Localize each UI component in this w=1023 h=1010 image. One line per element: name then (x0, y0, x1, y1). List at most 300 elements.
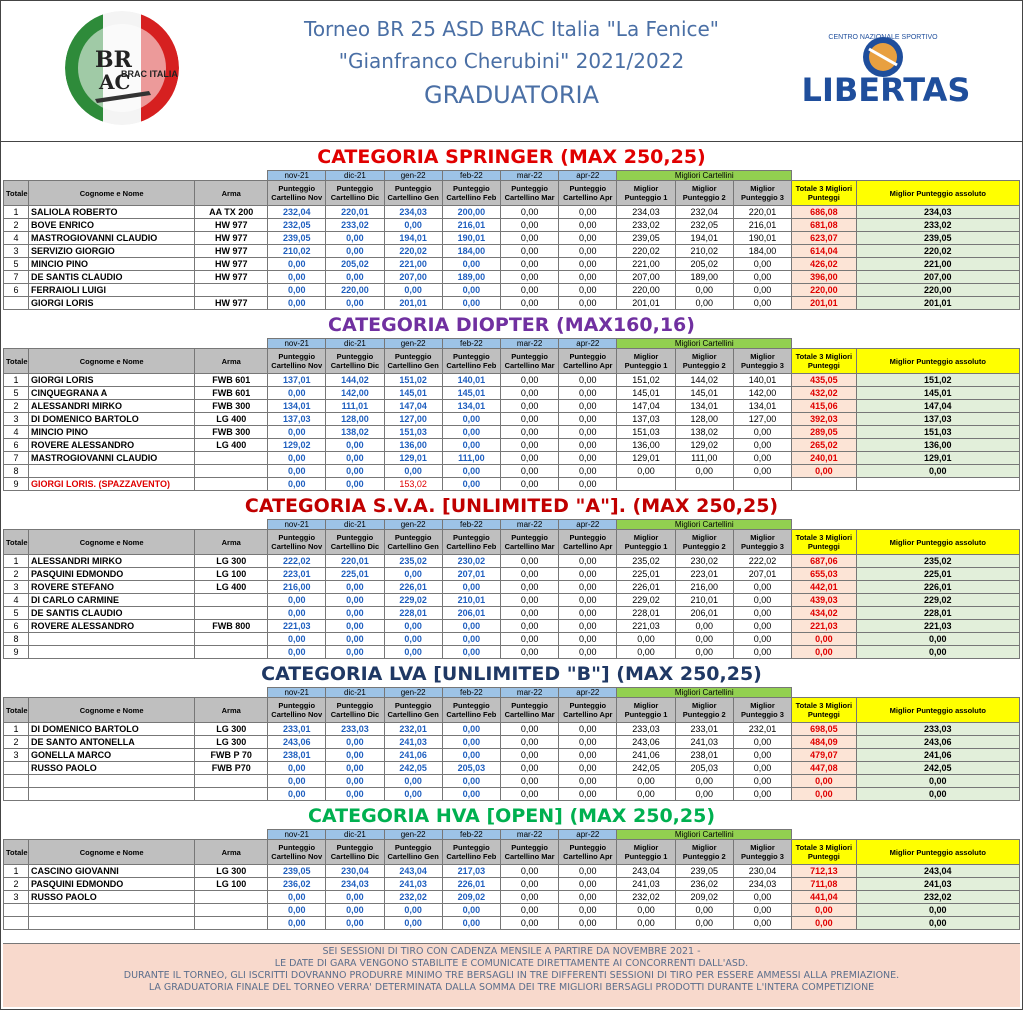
monthly-score-cell: 111,00 (442, 452, 500, 465)
rank-cell (4, 762, 29, 775)
monthly-score-cell: 216,01 (442, 219, 500, 232)
best-absolute-cell: 242,05 (856, 762, 1019, 775)
best-score-cell: 210,02 (675, 245, 733, 258)
weapon-cell: FWB 800 (195, 620, 268, 633)
rank-cell: 3 (4, 749, 29, 762)
table-row (4, 232, 1020, 245)
best-score-cell: 145,01 (617, 387, 675, 400)
best-score-cell: 0,00 (675, 633, 733, 646)
month-cell: nov-21 (268, 830, 326, 840)
rank-cell: 3 (4, 581, 29, 594)
monthly-score-cell: 0,00 (559, 374, 617, 387)
rank-cell (4, 904, 29, 917)
shooter-name-cell: DE SANTIS CLAUDIO (28, 271, 194, 284)
monthly-score-cell: 0,00 (442, 478, 500, 491)
column-header: Miglior Punteggio 2 (675, 530, 733, 555)
best-absolute-cell: 239,05 (856, 232, 1019, 245)
month-row (4, 339, 1020, 349)
best-absolute-cell: 225,01 (856, 568, 1019, 581)
monthly-score-cell: 0,00 (500, 555, 558, 568)
monthly-score-cell: 0,00 (442, 465, 500, 478)
rank-cell: 2 (4, 878, 29, 891)
total-best3-cell: 0,00 (792, 646, 856, 659)
monthly-score-cell: 0,00 (559, 865, 617, 878)
best-score-cell: 0,00 (675, 775, 733, 788)
best-score-cell: 0,00 (617, 788, 675, 801)
best-cards-header: Migliori Cartellini (617, 171, 792, 181)
weapon-cell: HW 977 (195, 245, 268, 258)
column-header: Punteggio Cartellino Apr (559, 698, 617, 723)
rank-cell: 4 (4, 426, 29, 439)
monthly-score-cell: 0,00 (559, 788, 617, 801)
best-score-cell: 235,02 (617, 555, 675, 568)
weapon-cell (195, 465, 268, 478)
monthly-score-cell: 138,02 (326, 426, 384, 439)
shooter-name-cell: DI DOMENICO BARTOLO (28, 723, 194, 736)
column-header-row (4, 840, 1020, 865)
monthly-score-cell: 0,00 (326, 465, 384, 478)
section-title-lva: CATEGORIA LVA [UNLIMITED "B"] (MAX 250,25) (261, 663, 762, 685)
table-row (4, 646, 1020, 659)
monthly-score-cell: 0,00 (559, 465, 617, 478)
column-header: Totale (4, 698, 29, 723)
monthly-score-cell: 225,01 (326, 568, 384, 581)
monthly-score-cell: 0,00 (268, 633, 326, 646)
monthly-score-cell: 0,00 (384, 646, 442, 659)
shooter-name-cell: RUSSO PAOLO (28, 891, 194, 904)
best-score-cell: 0,00 (675, 917, 733, 930)
best-score-cell: 228,01 (617, 607, 675, 620)
monthly-score-cell: 0,00 (384, 775, 442, 788)
monthly-score-cell: 0,00 (442, 775, 500, 788)
column-header: Miglior Punteggio 2 (675, 349, 733, 374)
column-header: Punteggio Cartellino Dic (326, 349, 384, 374)
table-row (4, 736, 1020, 749)
shooter-name-cell: SALIOLA ROBERTO (28, 206, 194, 219)
blank-cell (792, 520, 1020, 530)
monthly-score-cell: 0,00 (500, 904, 558, 917)
monthly-score-cell: 0,00 (559, 633, 617, 646)
best-score-cell: 243,06 (617, 736, 675, 749)
table-row (4, 219, 1020, 232)
monthly-score-cell: 236,02 (268, 878, 326, 891)
monthly-score-cell: 0,00 (500, 400, 558, 413)
monthly-score-cell: 0,00 (500, 478, 558, 491)
weapon-cell (195, 788, 268, 801)
monthly-score-cell: 0,00 (559, 426, 617, 439)
monthly-score-cell: 0,00 (442, 723, 500, 736)
rank-cell (4, 788, 29, 801)
total-best3-cell: 0,00 (792, 775, 856, 788)
table-row (4, 568, 1020, 581)
monthly-score-cell: 239,05 (268, 232, 326, 245)
monthly-score-cell: 0,00 (559, 762, 617, 775)
monthly-score-cell: 136,00 (384, 439, 442, 452)
monthly-score-cell: 226,01 (442, 878, 500, 891)
month-cell: apr-22 (559, 688, 617, 698)
table-row (4, 206, 1020, 219)
monthly-score-cell: 0,00 (442, 917, 500, 930)
monthly-score-cell: 0,00 (268, 762, 326, 775)
month-cell: nov-21 (268, 688, 326, 698)
blank-cell (792, 339, 1020, 349)
monthly-score-cell: 0,00 (442, 904, 500, 917)
month-cell: feb-22 (442, 830, 500, 840)
monthly-score-cell: 233,02 (326, 219, 384, 232)
column-header: Miglior Punteggio 1 (617, 181, 675, 206)
best-score-cell: 0,00 (675, 904, 733, 917)
best-score-cell: 0,00 (733, 620, 791, 633)
column-header: Punteggio Cartellino Feb (442, 840, 500, 865)
weapon-cell: LG 100 (195, 568, 268, 581)
column-header: Punteggio Cartellino Mar (500, 181, 558, 206)
table-row (4, 878, 1020, 891)
best-absolute-cell (856, 478, 1019, 491)
monthly-score-cell: 0,00 (326, 646, 384, 659)
best-score-cell: 210,01 (675, 594, 733, 607)
monthly-score-cell: 232,02 (384, 891, 442, 904)
monthly-score-cell: 0,00 (384, 788, 442, 801)
best-score-cell: 147,04 (617, 400, 675, 413)
blank-cell (4, 339, 268, 349)
month-cell: dic-21 (326, 339, 384, 349)
table-row (4, 633, 1020, 646)
footer-line: LE DATE DI GARA VENGONO STABILITE E COMUNICATE DIRETTAMENTE AI CONCORRENTI DALL'ASD. (274, 958, 749, 969)
best-score-cell: 0,00 (675, 297, 733, 310)
blank-cell (792, 830, 1020, 840)
best-absolute-cell: 201,01 (856, 297, 1019, 310)
monthly-score-cell: 0,00 (559, 258, 617, 271)
monthly-score-cell: 0,00 (326, 478, 384, 491)
monthly-score-cell: 205,03 (442, 762, 500, 775)
total-best3-cell: 265,02 (792, 439, 856, 452)
monthly-score-cell: 0,00 (559, 607, 617, 620)
rank-cell: 2 (4, 568, 29, 581)
best-score-cell: 0,00 (675, 620, 733, 633)
rules-footer (3, 943, 1020, 1007)
best-score-cell: 236,02 (675, 878, 733, 891)
standings-table-lva (3, 687, 1020, 801)
best-score-cell: 232,02 (617, 891, 675, 904)
monthly-score-cell: 220,01 (326, 206, 384, 219)
monthly-score-cell: 0,00 (559, 219, 617, 232)
month-cell: nov-21 (268, 171, 326, 181)
best-score-cell: 225,01 (617, 568, 675, 581)
shooter-name-cell: GIORGI LORIS (28, 374, 194, 387)
shooter-name-cell (28, 788, 194, 801)
monthly-score-cell: 205,02 (326, 258, 384, 271)
shooter-name-cell (28, 646, 194, 659)
total-best3-cell: 712,13 (792, 865, 856, 878)
weapon-cell (195, 284, 268, 297)
monthly-score-cell: 0,00 (500, 452, 558, 465)
title-line-2: "Gianfranco Cherubini" 2021/2022 (338, 49, 685, 73)
weapon-cell: LG 300 (195, 865, 268, 878)
monthly-score-cell: 0,00 (268, 646, 326, 659)
table-row (4, 620, 1020, 633)
best-score-cell: 0,00 (733, 749, 791, 762)
best-absolute-cell: 0,00 (856, 917, 1019, 930)
best-absolute-cell: 151,03 (856, 426, 1019, 439)
best-score-cell: 0,00 (617, 465, 675, 478)
rank-cell: 3 (4, 245, 29, 258)
best-score-cell: 0,00 (733, 917, 791, 930)
shooter-name-cell (28, 904, 194, 917)
total-best3-cell: 0,00 (792, 904, 856, 917)
monthly-score-cell: 0,00 (559, 646, 617, 659)
libertas-logo (791, 19, 981, 119)
total-best3-cell: 220,00 (792, 284, 856, 297)
monthly-score-cell: 137,03 (268, 413, 326, 426)
monthly-score-cell: 0,00 (326, 749, 384, 762)
column-header: Miglior Punteggio assoluto (856, 349, 1019, 374)
monthly-score-cell: 153,02 (384, 478, 442, 491)
total-best3-cell: 0,00 (792, 917, 856, 930)
blank-cell (4, 830, 268, 840)
monthly-score-cell: 209,02 (442, 891, 500, 904)
best-score-cell: 127,00 (733, 413, 791, 426)
monthly-score-cell: 0,00 (559, 387, 617, 400)
monthly-score-cell: 0,00 (500, 891, 558, 904)
rank-cell: 1 (4, 374, 29, 387)
rank-cell: 4 (4, 594, 29, 607)
monthly-score-cell: 184,00 (442, 245, 500, 258)
best-score-cell: 0,00 (733, 465, 791, 478)
best-score-cell: 190,01 (733, 232, 791, 245)
monthly-score-cell: 0,00 (559, 723, 617, 736)
monthly-score-cell: 0,00 (500, 775, 558, 788)
monthly-score-cell: 0,00 (268, 775, 326, 788)
best-score-cell: 128,00 (675, 413, 733, 426)
monthly-score-cell: 241,03 (384, 736, 442, 749)
best-score-cell: 239,05 (617, 232, 675, 245)
column-header: Miglior Punteggio 3 (733, 530, 791, 555)
monthly-score-cell: 0,00 (500, 219, 558, 232)
best-score-cell: 0,00 (617, 633, 675, 646)
best-score-cell: 0,00 (733, 633, 791, 646)
month-cell: mar-22 (500, 339, 558, 349)
best-score-cell: 232,04 (675, 206, 733, 219)
month-cell: gen-22 (384, 688, 442, 698)
column-header: Punteggio Cartellino Nov (268, 530, 326, 555)
column-header: Miglior Punteggio assoluto (856, 530, 1019, 555)
column-header: Cognome e Nome (28, 349, 194, 374)
column-header: Punteggio Cartellino Feb (442, 530, 500, 555)
monthly-score-cell: 0,00 (268, 594, 326, 607)
month-cell: nov-21 (268, 520, 326, 530)
best-score-cell: 241,03 (617, 878, 675, 891)
column-header: Punteggio Cartellino Apr (559, 349, 617, 374)
monthly-score-cell: 0,00 (559, 891, 617, 904)
best-score-cell: 0,00 (733, 271, 791, 284)
best-absolute-cell: 129,01 (856, 452, 1019, 465)
best-score-cell: 0,00 (733, 297, 791, 310)
monthly-score-cell: 0,00 (500, 723, 558, 736)
monthly-score-cell: 222,02 (268, 555, 326, 568)
month-cell: mar-22 (500, 520, 558, 530)
column-header: Punteggio Cartellino Gen (384, 349, 442, 374)
shooter-name-cell: ROVERE ALESSANDRO (28, 439, 194, 452)
weapon-cell: HW 977 (195, 232, 268, 245)
best-absolute-cell: 233,02 (856, 219, 1019, 232)
column-header: Totale (4, 349, 29, 374)
monthly-score-cell: 229,02 (384, 594, 442, 607)
monthly-score-cell: 0,00 (500, 581, 558, 594)
rank-cell: 1 (4, 555, 29, 568)
monthly-score-cell: 127,00 (384, 413, 442, 426)
best-score-cell: 221,03 (617, 620, 675, 633)
monthly-score-cell: 220,00 (326, 284, 384, 297)
total-best3-cell: 711,08 (792, 878, 856, 891)
column-header: Miglior Punteggio assoluto (856, 181, 1019, 206)
monthly-score-cell: 0,00 (442, 413, 500, 426)
best-score-cell: 220,01 (733, 206, 791, 219)
shooter-name-cell: MASTROGIOVANNI CLAUDIO (28, 452, 194, 465)
footer-line: SEI SESSIONI DI TIRO CON CADENZA MENSILE A PARTIRE DA NOVEMBRE 2021 - (322, 946, 701, 957)
shooter-name-cell: GONELLA MARCO (28, 749, 194, 762)
monthly-score-cell: 207,01 (442, 568, 500, 581)
weapon-cell: FWB 300 (195, 400, 268, 413)
monthly-score-cell: 0,00 (326, 891, 384, 904)
total-best3-cell: 447,08 (792, 762, 856, 775)
column-header: Punteggio Cartellino Feb (442, 698, 500, 723)
best-absolute-cell: 0,00 (856, 775, 1019, 788)
best-score-cell: 207,00 (617, 271, 675, 284)
total-best3-cell: 0,00 (792, 633, 856, 646)
column-header: Punteggio Cartellino Dic (326, 840, 384, 865)
shooter-name-cell: RUSSO PAOLO (28, 762, 194, 775)
shooter-name-cell: GIORGI LORIS (28, 297, 194, 310)
best-score-cell: 134,01 (675, 400, 733, 413)
monthly-score-cell: 0,00 (500, 878, 558, 891)
month-cell: dic-21 (326, 688, 384, 698)
total-best3-cell: 686,08 (792, 206, 856, 219)
month-cell: dic-21 (326, 171, 384, 181)
month-row (4, 520, 1020, 530)
table-row (4, 426, 1020, 439)
monthly-score-cell: 189,00 (442, 271, 500, 284)
monthly-score-cell: 234,03 (326, 878, 384, 891)
footer-line: DURANTE IL TORNEO, GLI ISCRITTI DOVRANNO PRODURRE MINIMO TRE BERSAGLI IN TRE DIFFERENTI SESSIONI DI TIRO PER ESSERE AMMESSI ALLA PREMIAZIONE. (123, 970, 900, 981)
monthly-score-cell: 206,01 (442, 607, 500, 620)
best-score-cell: 238,01 (675, 749, 733, 762)
weapon-cell: HW 977 (195, 271, 268, 284)
standings-table-diopter (3, 338, 1020, 491)
best-score-cell: 232,05 (675, 219, 733, 232)
monthly-score-cell: 220,02 (384, 245, 442, 258)
table-row (4, 594, 1020, 607)
weapon-cell: HW 977 (195, 297, 268, 310)
monthly-score-cell: 0,00 (559, 271, 617, 284)
rank-cell: 9 (4, 646, 29, 659)
weapon-cell: LG 300 (195, 723, 268, 736)
best-score-cell: 0,00 (675, 788, 733, 801)
monthly-score-cell: 241,06 (384, 749, 442, 762)
monthly-score-cell: 0,00 (442, 749, 500, 762)
month-cell: apr-22 (559, 171, 617, 181)
monthly-score-cell: 0,00 (384, 917, 442, 930)
month-cell: apr-22 (559, 830, 617, 840)
column-header-row (4, 698, 1020, 723)
monthly-score-cell: 0,00 (500, 413, 558, 426)
best-score-cell: 0,00 (617, 646, 675, 659)
monthly-score-cell: 0,00 (268, 607, 326, 620)
shooter-name-cell: MINCIO PINO (28, 426, 194, 439)
monthly-score-cell: 0,00 (500, 749, 558, 762)
best-score-cell: 0,00 (617, 904, 675, 917)
table-row (4, 891, 1020, 904)
column-header: Cognome e Nome (28, 698, 194, 723)
monthly-score-cell: 134,01 (268, 400, 326, 413)
column-header: Totale 3 Migliori Punteggi (792, 181, 856, 206)
best-score-cell: 129,01 (617, 452, 675, 465)
monthly-score-cell: 111,01 (326, 400, 384, 413)
best-score-cell: 241,03 (675, 736, 733, 749)
monthly-score-cell: 0,00 (326, 607, 384, 620)
weapon-cell: FWB P70 (195, 762, 268, 775)
month-cell: feb-22 (442, 688, 500, 698)
month-cell: mar-22 (500, 171, 558, 181)
month-cell: gen-22 (384, 171, 442, 181)
monthly-score-cell: 0,00 (500, 917, 558, 930)
column-header: Miglior Punteggio 1 (617, 530, 675, 555)
total-best3-cell: 396,00 (792, 271, 856, 284)
monthly-score-cell: 201,01 (384, 297, 442, 310)
weapon-cell: FWB P 70 (195, 749, 268, 762)
best-score-cell: 239,05 (675, 865, 733, 878)
best-score-cell: 220,00 (617, 284, 675, 297)
monthly-score-cell: 223,01 (268, 568, 326, 581)
monthly-score-cell: 210,01 (442, 594, 500, 607)
monthly-score-cell: 0,00 (384, 219, 442, 232)
monthly-score-cell: 0,00 (384, 568, 442, 581)
svg-text:BR: BR (95, 47, 132, 73)
monthly-score-cell: 0,00 (326, 633, 384, 646)
monthly-score-cell: 0,00 (500, 633, 558, 646)
monthly-score-cell: 0,00 (442, 620, 500, 633)
table-row (4, 413, 1020, 426)
shooter-name-cell (28, 633, 194, 646)
best-absolute-cell: 220,02 (856, 245, 1019, 258)
monthly-score-cell: 0,00 (268, 904, 326, 917)
weapon-cell (195, 904, 268, 917)
monthly-score-cell: 243,04 (384, 865, 442, 878)
section-title-springer: CATEGORIA SPRINGER (MAX 250,25) (317, 146, 706, 168)
monthly-score-cell: 0,00 (500, 465, 558, 478)
monthly-score-cell: 0,00 (500, 568, 558, 581)
column-header: Miglior Punteggio 1 (617, 349, 675, 374)
total-best3-cell: 698,05 (792, 723, 856, 736)
best-absolute-cell: 220,00 (856, 284, 1019, 297)
best-score-cell: 233,03 (617, 723, 675, 736)
monthly-score-cell: 190,01 (442, 232, 500, 245)
rank-cell: 4 (4, 232, 29, 245)
monthly-score-cell: 234,03 (384, 206, 442, 219)
shooter-name-cell: MINCIO PINO (28, 258, 194, 271)
weapon-cell: LG 400 (195, 413, 268, 426)
table-row (4, 439, 1020, 452)
rank-cell: 5 (4, 258, 29, 271)
monthly-score-cell: 0,00 (442, 258, 500, 271)
monthly-score-cell: 144,02 (326, 374, 384, 387)
shooter-name-cell: DE SANTO ANTONELLA (28, 736, 194, 749)
shooter-name-cell: MASTROGIOVANNI CLAUDIO (28, 232, 194, 245)
column-header-row (4, 181, 1020, 206)
best-score-cell: 226,01 (617, 581, 675, 594)
month-cell: feb-22 (442, 339, 500, 349)
monthly-score-cell: 0,00 (442, 426, 500, 439)
rank-cell: 6 (4, 439, 29, 452)
